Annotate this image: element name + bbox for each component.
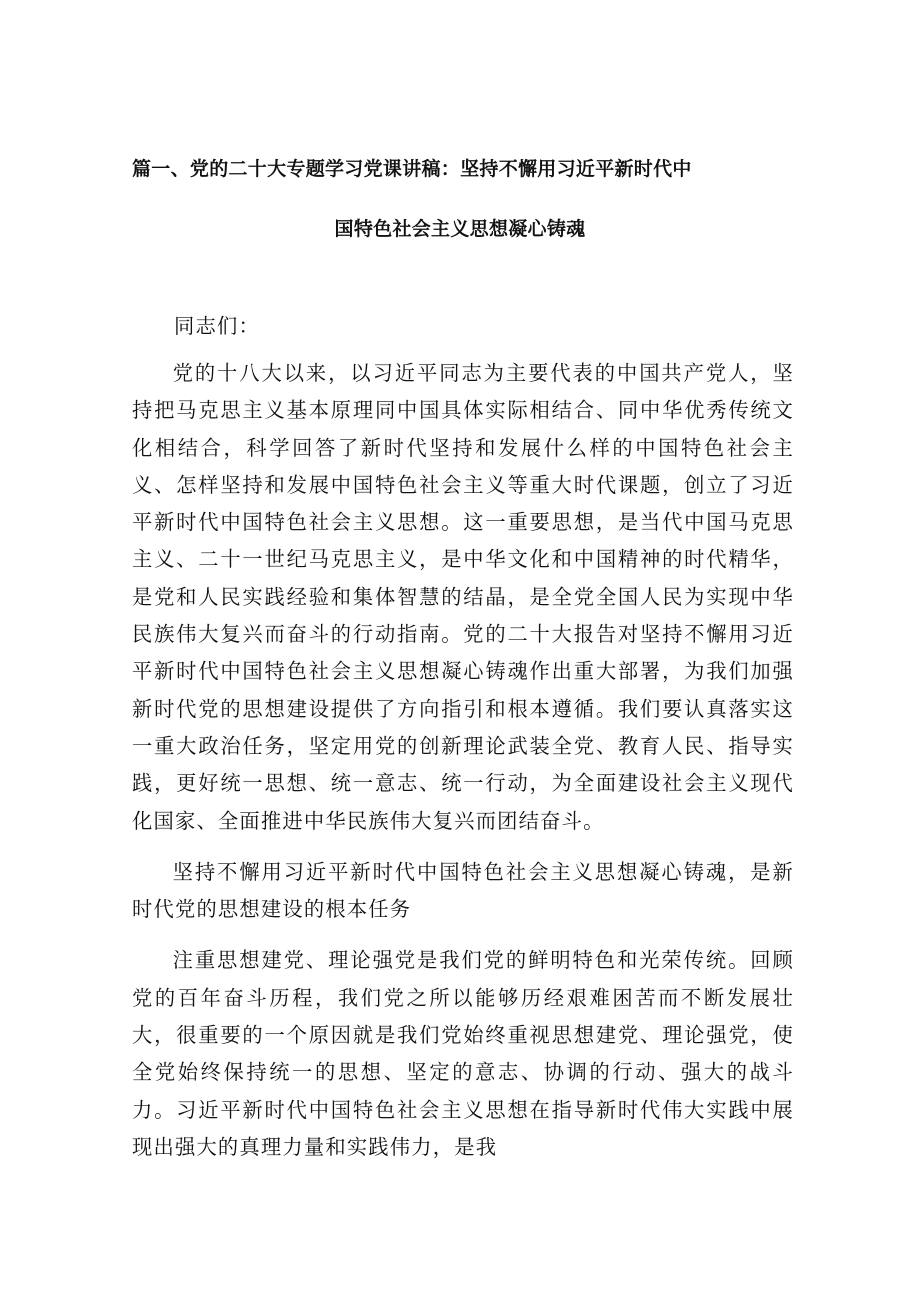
paragraph-intro: 党的十八大以来，以习近平同志为主要代表的中国共产党人，坚持把马克思主义基本原理同中国具体实际相结合、同中华优秀传统文化相结合，科学回答了新时代坚持和发展什么样的中国特色社会主义、怎样坚持和发展中国特色社会主义等重大时代课题，创立了习近平新时代中国特色社会主义思想。这一重要思想，是当代中国马克思主义、二十一世纪马克思主义，是中华文化和中国精神的时代精华，是党和人民实践经验和集体智慧的结晶，是全党全国人民为实现中华民族伟大复兴而奋斗的行动指南。党的二十大报告对坚持不懈用习近平新时代中国特色社会主义思想凝心铸魂作出重大部署，为我们加强新时代党的思想建设提供了方向指引和根本遵循。我们要认真落实这一重大政治任务，坚定用党的创新理论武装全党、教育人民、指导实践，更好统一思想、统一意志、统一行动，为全面建设社会主义现代化国家、全面推进中华民族伟大复兴而团结奋斗。: [132, 361, 794, 833]
document-title-line-1: 篇一、党的二十大专题学习党课讲稿：坚持不懈用习近平新时代中: [132, 158, 692, 180]
paragraph-section-heading: 坚持不懈用习近平新时代中国特色社会主义思想凝心铸魂，是新时代党的思想建设的根本任务: [132, 859, 794, 922]
greeting: 同志们：: [174, 314, 260, 338]
document-title-line-2: 国特色社会主义思想凝心铸魂: [334, 218, 586, 240]
paragraph-history: 注重思想建党、理论强党是我们党的鲜明特色和光荣传统。回顾党的百年奋斗历程，我们党之所以能够历经艰难困苦而不断发展壮大，很重要的一个原因就是我们党始终重视思想建党、理论强党，使全党始终保持统一的思想、坚定的意志、协调的行动、强大的战斗力。习近平新时代中国特色社会主义思想在指导新时代伟大实践中展现出强大的真理力量和实践伟力，是我: [132, 948, 794, 1159]
body-text: [132, 355, 794, 1166]
